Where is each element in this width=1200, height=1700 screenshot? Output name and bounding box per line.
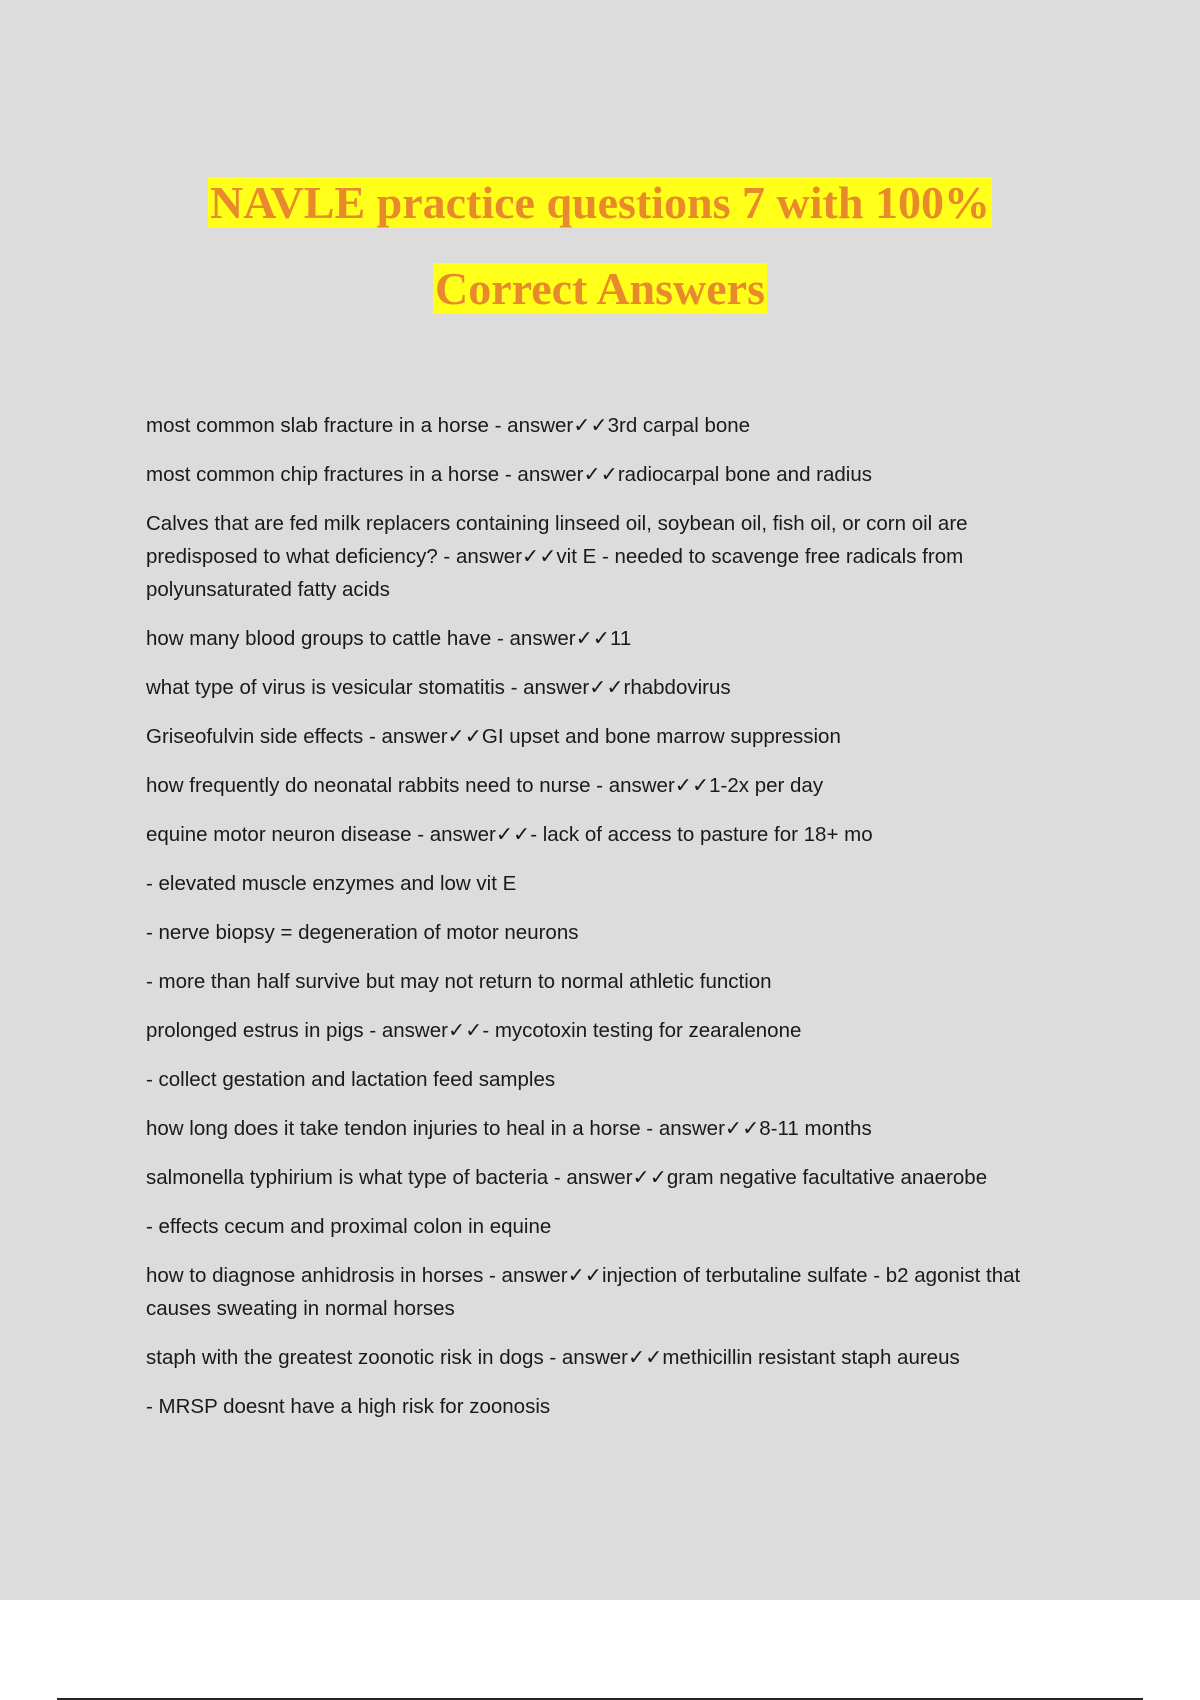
qa-entry: salmonella typhirium is what type of bacteria - answer✓✓gram negative facultative anaerobe xyxy=(146,1166,988,1189)
qa-entry: how frequently do neonatal rabbits need to nurse - answer✓✓1-2x per day xyxy=(146,774,824,797)
qa-entry: how long does it take tendon injuries to heal in a horse - answer✓✓8-11 months xyxy=(146,1117,872,1140)
title-line-1-wrapper xyxy=(0,160,1200,246)
qa-list xyxy=(146,409,1076,1439)
qa-entry: how many blood groups to cattle have - answer✓✓11 xyxy=(146,627,632,650)
document-title xyxy=(0,160,1200,332)
title-line-2: Correct Answers xyxy=(435,263,765,314)
qa-entry-detail: - collect gestation and lactation feed samples xyxy=(146,1068,556,1091)
qa-entry: what type of virus is vesicular stomatitis - answer✓✓rhabdovirus xyxy=(146,676,731,699)
title-line-2-wrapper xyxy=(0,246,1200,332)
qa-entry-detail: - more than half survive but may not return to normal athletic function xyxy=(146,970,772,993)
qa-entry: staph with the greatest zoonotic risk in dogs - answer✓✓methicillin resistant staph aureus xyxy=(146,1346,960,1369)
qa-entry: most common chip fractures in a horse - answer✓✓radiocarpal bone and radius xyxy=(146,463,872,486)
qa-entry: prolonged estrus in pigs - answer✓✓- mycotoxin testing for zearalenone xyxy=(146,1019,802,1042)
qa-entry: equine motor neuron disease - answer✓✓- lack of access to pasture for 18+ mo xyxy=(146,823,873,846)
qa-entry-detail: - nerve biopsy = degeneration of motor neurons xyxy=(146,921,579,944)
qa-entry: Griseofulvin side effects - answer✓✓GI upset and bone marrow suppression xyxy=(146,725,841,748)
qa-entry: Calves that are fed milk replacers containing linseed oil, soybean oil, fish oil, or corn oil are predisposed to what deficiency? - answer✓✓vit E - needed to scavenge free radicals from polyunsaturated fatty acids xyxy=(146,512,968,601)
title-line-1: NAVLE practice questions 7 with 100% xyxy=(210,177,990,228)
qa-entry: most common slab fracture in a horse - answer✓✓3rd carpal bone xyxy=(146,414,751,437)
qa-entry-detail: - effects cecum and proximal colon in equine xyxy=(146,1215,552,1238)
qa-entry-detail: - elevated muscle enzymes and low vit E xyxy=(146,872,517,895)
qa-entry-detail: - MRSP doesnt have a high risk for zoonosis xyxy=(146,1395,551,1418)
qa-entry: how to diagnose anhidrosis in horses - answer✓✓injection of terbutaline sulfate - b2 agonist that causes sweating in normal horses xyxy=(146,1264,1021,1320)
